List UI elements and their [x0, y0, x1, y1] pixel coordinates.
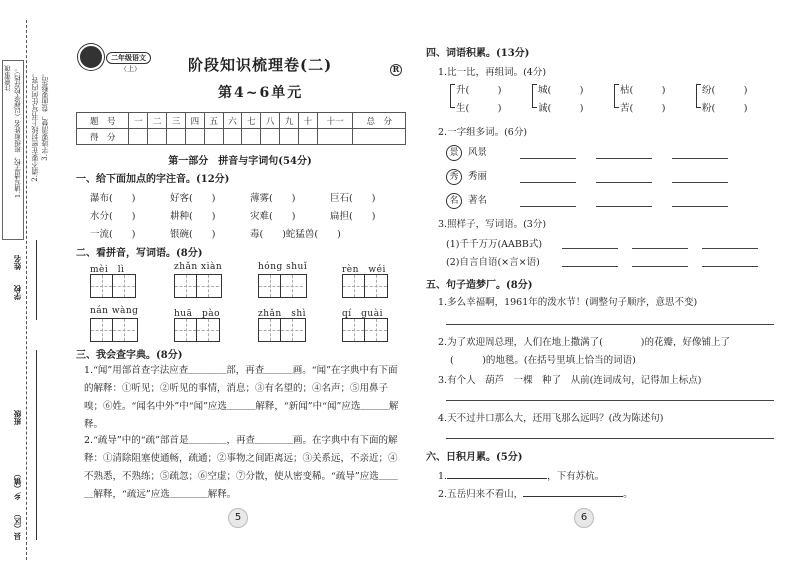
s1-row-3[interactable] — [90, 226, 341, 240]
s6-q1-end: ，下有苏杭。 — [547, 471, 605, 482]
s5-q1: 1.多么幸福啊，1961年的泼水节！(调整句子顺序，意思不变) — [438, 297, 698, 308]
note-2: 2.请不要在密封线上书写任何内容。 — [31, 70, 39, 182]
s1-item: 薄雾( ) — [250, 193, 296, 204]
score-input — [261, 129, 280, 145]
score-cell: 七 — [242, 113, 261, 129]
pinyin-group[interactable] — [258, 262, 307, 298]
score-cell: 一 — [129, 113, 148, 129]
brace — [532, 84, 537, 108]
answer-line[interactable] — [596, 206, 652, 207]
section-1-title: 一、给下面加点的字注音。(12分) — [76, 174, 230, 185]
score-input — [148, 129, 167, 145]
s1-item: 毒( )蛇猛兽( ) — [250, 229, 341, 240]
section-3-title: 三、我会查字典。(8分) — [76, 350, 183, 361]
s4-ex1: (1)千千万万(AABB式) — [446, 239, 543, 250]
page-title: 阶段知识梳理卷(二) — [188, 56, 333, 74]
notes-box — [2, 60, 24, 240]
answer-line[interactable] — [672, 158, 728, 159]
char-circle: 景 — [446, 145, 462, 161]
word-group-row[interactable] — [446, 144, 487, 161]
binding-strip — [0, 0, 64, 580]
example-word: 著名 — [468, 195, 488, 206]
pinyin-label: mèi lì — [90, 265, 125, 275]
score-header-row — [77, 113, 406, 129]
score-input — [298, 129, 317, 145]
pair-bottom[interactable]: 诚( ) — [538, 103, 584, 114]
pinyin-label: hóng shuǐ — [258, 262, 308, 272]
school-line[interactable] — [36, 350, 37, 540]
s1-item: 一流( ) — [90, 229, 136, 240]
s6-q2[interactable] — [438, 486, 633, 500]
s1-item: 好客( ) — [170, 193, 216, 204]
score-cell: 三 — [167, 113, 186, 129]
s5-q2b[interactable]: ( )的地毯。(在括号里填上恰当的词语) — [450, 355, 636, 366]
s6-q2-end: 。 — [623, 489, 633, 500]
pinyin-group[interactable] — [90, 262, 136, 298]
answer-line[interactable] — [596, 158, 652, 159]
score-cell: 十 — [298, 113, 317, 129]
score-input — [129, 129, 148, 145]
answer-line[interactable] — [446, 400, 774, 401]
pinyin-group[interactable] — [174, 306, 220, 342]
brace — [614, 84, 619, 108]
field-class: 班级 — [13, 410, 22, 425]
score-input — [317, 129, 353, 145]
s1-item: 灾难( ) — [250, 211, 296, 222]
pinyin-label: zhǎn shì — [258, 309, 306, 319]
answer-line[interactable] — [562, 266, 618, 267]
answer-line[interactable] — [632, 248, 688, 249]
example-word: 风景 — [468, 147, 488, 158]
section-6-title: 六、日积月累。(5分) — [426, 452, 523, 463]
s3-question-2[interactable]: 2.“疏导”中的“疏”部首是＿＿＿＿，再查＿＿＿＿画。在字典中有下面的解释：①清除阻塞使通畅，疏通；②事物之间距离远；③关系远，不亲近；④不熟悉，不熟练；⑤疏忽；⑥空虚；⑦分散，使从密变稀。“疏导”应选＿＿＿解释，“疏远”应选＿＿＿＿解释。 — [84, 435, 398, 500]
s5-q4: 4.天不过井口那么大，还用飞那么远吗？(改为陈述句) — [438, 413, 664, 424]
s5-q3: 3.有个人 葫芦 一棵 种了 从前(连词成句，记得加上标点) — [438, 375, 702, 386]
char-circle: 名 — [446, 193, 462, 209]
pair-bottom[interactable]: 粉( ) — [702, 103, 748, 114]
answer-blank — [523, 487, 623, 497]
pinyin-label: nán wàng — [90, 306, 139, 316]
s1-item: 耕种( ) — [170, 211, 216, 222]
pinyin-group[interactable] — [342, 262, 388, 298]
grade-badge: 二年级语文 — [106, 52, 151, 64]
score-cell: 得 分 — [77, 129, 129, 145]
score-input — [242, 129, 261, 145]
example-word: 秀丽 — [468, 171, 488, 182]
score-value-row[interactable] — [77, 129, 406, 145]
section-4-title: 四、词语积累。(13分) — [426, 48, 530, 59]
answer-line[interactable] — [672, 206, 728, 207]
s6-q2-text: 2.五岳归来不看山， — [438, 489, 524, 500]
pinyin-label: qí guài — [342, 309, 383, 319]
pinyin-group[interactable] — [174, 262, 222, 298]
score-table — [76, 112, 406, 145]
notes-title: 注意事项 — [4, 65, 12, 91]
score-cell: 二 — [148, 113, 167, 129]
pinyin-group[interactable] — [90, 306, 138, 342]
answer-line[interactable] — [446, 324, 774, 325]
answer-blank — [447, 469, 547, 479]
score-cell: 五 — [204, 113, 223, 129]
note-1: 1.请写清学校、班级和姓名（以便学校存档）。 — [14, 65, 22, 198]
page-number-right: 6 — [574, 508, 594, 528]
score-cell: 六 — [223, 113, 242, 129]
field-county: 县（区） — [13, 510, 22, 540]
note-3: 3.字迹要清楚，卷面要整洁。 — [41, 70, 49, 161]
pinyin-group[interactable] — [342, 306, 388, 342]
score-cell: 十一 — [317, 113, 353, 129]
score-cell: 总 分 — [353, 113, 406, 129]
answer-line[interactable] — [446, 438, 774, 439]
score-input — [280, 129, 299, 145]
answer-line[interactable] — [520, 182, 576, 183]
score-cell: 八 — [261, 113, 280, 129]
pinyin-label: huā pào — [174, 309, 221, 319]
score-cell: 题 号 — [77, 113, 129, 129]
grade-badge-sub: （上） — [120, 65, 141, 73]
pair-top[interactable]: 纷( ) — [702, 85, 748, 96]
field-town: 乡（镇） — [13, 470, 22, 500]
answer-line[interactable] — [596, 182, 652, 183]
mascot-avatar — [78, 44, 104, 70]
pair-top[interactable]: 升( ) — [456, 85, 502, 96]
answer-line[interactable] — [702, 248, 758, 249]
s1-item: 扁担( ) — [330, 211, 376, 222]
s5-q2a[interactable]: 2.为了欢迎周总理，人们在地上撒满了( )的花瓣，好像铺上了 — [438, 337, 730, 348]
s1-row-2[interactable] — [90, 208, 375, 222]
pinyin-group[interactable] — [258, 306, 306, 342]
pair-top[interactable]: 城( ) — [538, 85, 584, 96]
field-school: 学校 — [13, 285, 22, 300]
exam-header — [78, 38, 408, 101]
score-input — [223, 129, 242, 145]
score-input — [167, 129, 186, 145]
section-5-title: 五、句子造梦厂。(8分) — [426, 280, 533, 291]
score-input — [185, 129, 204, 145]
char-circle: 秀 — [446, 169, 462, 185]
answer-line[interactable] — [702, 266, 758, 267]
part-title: 第一部分 拼音与字词句(54分) — [168, 156, 312, 167]
s4-ex2: (2)自言自语(×言×语) — [446, 257, 540, 268]
unit-title: 第4~6单元 — [218, 85, 304, 101]
s1-item: 巨石( ) — [330, 193, 376, 204]
page-number-left: 5 — [228, 508, 248, 528]
word-group-row[interactable] — [446, 168, 487, 185]
pair-bottom[interactable]: 生( ) — [456, 103, 502, 114]
answer-line[interactable] — [632, 266, 688, 267]
brace — [696, 84, 701, 108]
s1-row-1[interactable] — [90, 190, 375, 204]
name-line[interactable] — [36, 240, 37, 320]
s1-item: 瀑布( ) — [90, 193, 136, 204]
pair-bottom[interactable]: 苦( ) — [620, 103, 666, 114]
field-name: 姓名 — [13, 255, 22, 270]
score-input — [204, 129, 223, 145]
brace — [450, 84, 455, 108]
word-group-row[interactable] — [446, 192, 487, 209]
score-cell: 九 — [280, 113, 299, 129]
pair-top[interactable]: 枯( ) — [620, 85, 666, 96]
seal-line — [26, 20, 27, 560]
pinyin-label: zhǎn xiàn — [174, 262, 223, 272]
s1-item: 水分( ) — [90, 211, 136, 222]
answer-line[interactable] — [672, 182, 728, 183]
s4-q1: 1.比一比，再组词。(4分) — [438, 67, 547, 78]
left-page — [70, 0, 410, 580]
s4-q3: 3.照样子，写词语。(3分) — [438, 219, 547, 230]
section-2-title: 二、看拼音，写词语。(8分) — [76, 248, 203, 259]
right-page — [420, 0, 790, 580]
s6-q1[interactable]: 1. ，下有苏杭。 — [438, 471, 605, 482]
registered-icon: R — [390, 64, 402, 76]
s4-q2: 2.一字组多词。(6分) — [438, 127, 528, 138]
score-cell: 四 — [185, 113, 204, 129]
answer-line[interactable] — [520, 158, 576, 159]
s3-question-1[interactable]: 1.“闻”用部首查字法应查＿＿＿＿部，再查＿＿＿画。“闻”在字典中有下面的解释：①听见；②听见的事情，消息；③有名望的；④名声；⑤用鼻子嗅；⑥姓。“闻名中外”中“闻”应选＿＿＿解释，“新闻”中“闻”应选＿＿＿解释。 — [84, 365, 399, 430]
score-input — [353, 129, 406, 145]
answer-line[interactable] — [520, 206, 576, 207]
answer-line[interactable] — [562, 248, 618, 249]
s1-item: 银碗( ) — [170, 229, 216, 240]
pinyin-label: rèn wéi — [342, 265, 386, 275]
